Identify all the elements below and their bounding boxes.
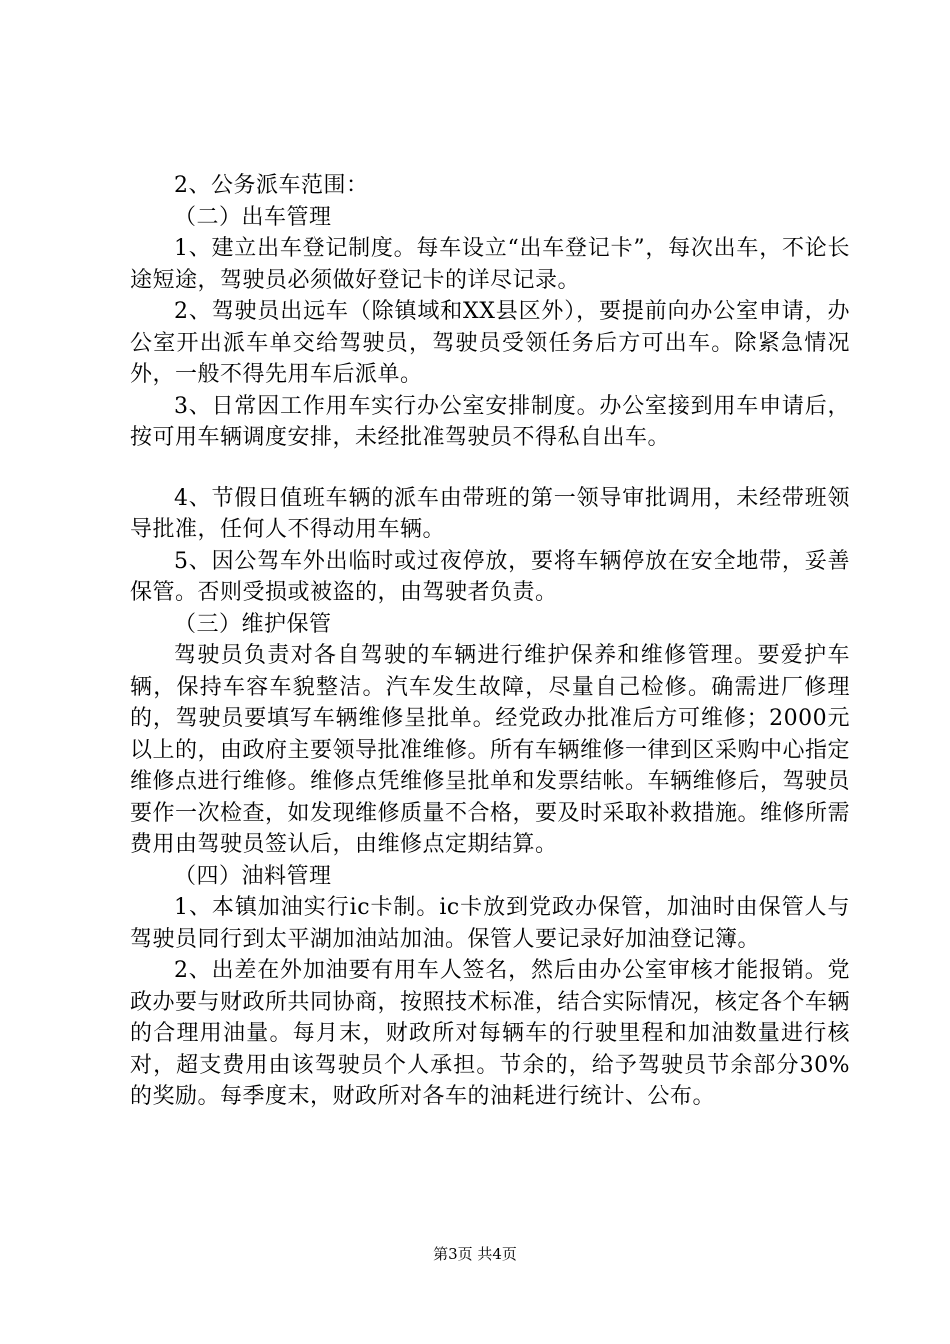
heading-fuel-management: （四）油料管理 bbox=[174, 863, 332, 889]
paragraph-registration-system: 1、建立出车登记制度。每车设立“出车登记卡”，每次出车，不论长途短途，驾驶员必须做好登记卡的详尽记录。 bbox=[130, 236, 850, 293]
paragraph-fuel-reimbursement: 2、出差在外加油要有用车人签名，然后由办公室审核才能报销。党政办要与财政所共同协商，按照技术标准，结合实际情况，核定各个车辆的合理用油量。每月末，财政所对每辆车的行驶里程和加油数量进行核对，超支费用由该驾驶员个人承担。节余的，给予驾驶员节余部分30%的奖励。每季度末，财政所对各车的油耗进行统计、公布。 bbox=[130, 958, 851, 1109]
document-body bbox=[130, 170, 850, 1113]
paragraph-holiday-duty: 4、节假日值班车辆的派车由带班的第一领导审批调用，未经带班领导批准，任何人不得动用车辆。 bbox=[130, 485, 850, 542]
paragraph-parking: 5、因公驾车外出临时或过夜停放，要将车辆停放在安全地带，妥善保管。否则受损或被盗的，由驾驶者负责。 bbox=[130, 548, 850, 605]
heading-vehicle-dispatch-management: （二）出车管理 bbox=[174, 204, 332, 230]
paragraph-dispatch-scope: 2、公务派车范围： bbox=[174, 173, 369, 198]
paragraph-long-distance-trips: 2、驾驶员出远车（除镇域和XX县区外），要提前向办公室申请，办公室开出派车单交给驾驶员，驾驶员受领任务后方可出车。除紧急情况外，一般不得先用车后派单。 bbox=[130, 299, 850, 387]
page-number-footer: 第3页 共4页 bbox=[433, 1245, 517, 1263]
paragraph-ic-card: 1、本镇加油实行ic卡制。ic卡放到党政办保管，加油时由保管人与驾驶员同行到太平湖加油站加油。保管人要记录好加油登记簿。 bbox=[130, 895, 850, 952]
paragraph-maintenance-rules: 驾驶员负责对各自驾驶的车辆进行维护保养和维修管理。要爱护车辆，保持车容车貌整洁。汽车发生故障，尽量自己检修。确需进厂修理的，驾驶员要填写车辆维修呈批单。经党政办批准后方可维修；2000元以上的，由政府主要领导批准维修。所有车辆维修一律到区采购中心指定维修点进行维修。维修点凭维修呈批单和发票结帐。车辆维修后，驾驶员要作一次检查，如发现维修质量不合格，要及时采取补救措施。维修所需费用由驾驶员签认后，由维修点定期结算。 bbox=[130, 643, 851, 857]
heading-maintenance: （三）维护保管 bbox=[174, 611, 332, 637]
paragraph-daily-arrangement: 3、日常因工作用车实行办公室安排制度。办公室接到用车申请后，按可用车辆调度安排，未经批准驾驶员不得私自出车。 bbox=[130, 393, 850, 450]
